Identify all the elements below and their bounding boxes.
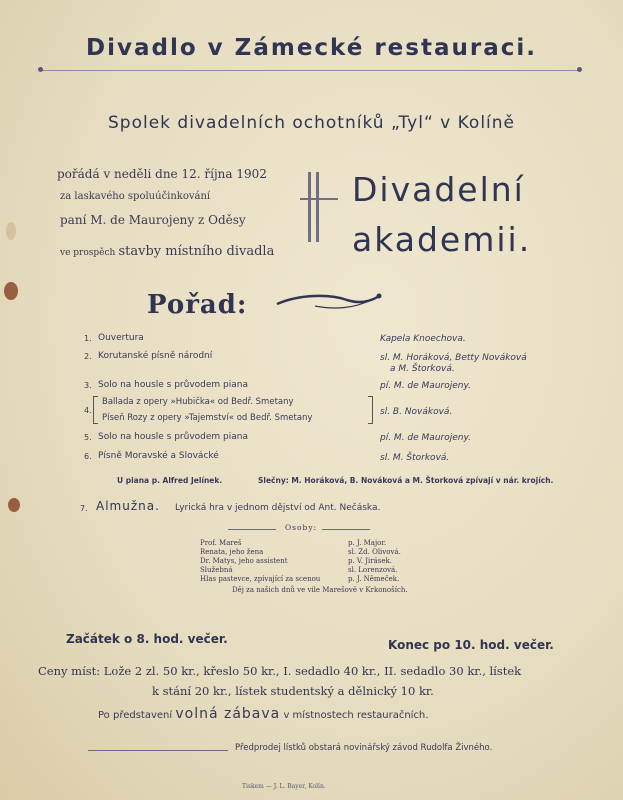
program-item-3-performer: pí. M. de Maurojeny. [380, 381, 471, 391]
presale-note: Předprodej lístků obstará novinářský závod Rudolfa Živného. [235, 743, 493, 753]
after-big: volná zábava [175, 706, 281, 722]
girls-note: Slečny: M. Horáková, B. Nováková a M. Štorková zpívají v nár. krojích. [258, 476, 554, 485]
cast-actor-4: sl. Lorenzová. [348, 566, 398, 574]
program-item-4-brace-left [93, 396, 98, 424]
printer-note: Tiskem — J. L. Bayer, Kolín. [242, 783, 326, 790]
program-item-2-num: 2. [84, 352, 92, 361]
program-item-4-title2: Píseň Rozy z opery »Tajemství« od Bedř. Smetany [102, 413, 313, 423]
program-item-4-brace-right [368, 396, 373, 424]
after-suffix: v místnostech restauračních. [283, 710, 429, 721]
cast-role-3: Dr. Matys, jeho assistent [200, 557, 288, 565]
intro-line4-big: stavby místního divadla [118, 244, 275, 259]
intro-line1: pořádá v neděli dne 12. října 1902 [57, 167, 267, 181]
cast-actor-3: p. V. Jirásek. [348, 557, 392, 565]
program-item-2-performer2: a M. Štorková. [390, 364, 455, 374]
setting-note: Děj za našich dnů ve vile Marešově v Krkonoších. [232, 586, 408, 594]
program-item-5-num: 5. [84, 433, 92, 442]
title-line1: Divadelní [352, 170, 525, 209]
play-desc: Lyrická hra v jednom dějství od Ant. Nečáska. [175, 503, 381, 513]
cast-actor-2: sl. Zd. Olivová. [348, 548, 401, 556]
stain-top [4, 282, 18, 300]
cast-actor-5: p. J. Němeček. [348, 575, 400, 583]
venue-title: Divadlo v Zámecké restauraci. [86, 35, 537, 61]
play-num: 7. [80, 504, 88, 513]
program-item-2-title: Korutanské písně národní [98, 351, 213, 361]
program-heading: Pořad: [147, 290, 248, 320]
cast-rule-left [228, 529, 276, 530]
program-item-3-title: Solo na housle s průvodem piana [98, 380, 248, 390]
after-prefix: Po představení [98, 710, 173, 721]
cast-rule-right [322, 529, 370, 530]
program-item-1-title: Ouvertura [98, 333, 144, 343]
program-item-2-performer: sl. M. Horáková, Betty Nováková [380, 353, 527, 363]
program-item-4-num: 4. [84, 406, 92, 415]
program-item-5-performer: pí. M. de Maurojeny. [380, 433, 471, 443]
venue-rule [40, 70, 580, 71]
society-name: Spolek divadelních ochotníků „Tyl“ v Kolíně [107, 113, 516, 133]
cast-role-4: Služebná [200, 566, 233, 574]
prices-line1: Ceny míst: Lože 2 zl. 50 kr., křeslo 50 kr., I. sedadlo 40 kr., II. sedadlo 30 kr., lístek [38, 664, 522, 678]
intro-line2: za laskavého spoluúčinkování [60, 191, 211, 202]
piano-note: U piana p. Alfred Jelínek. [117, 476, 223, 485]
cast-role-5: Hlas pastevce, zpívající za scenou [200, 575, 321, 583]
cast-heading: Osoby: [285, 523, 318, 532]
program-item-4-performer: sl. B. Nováková. [380, 407, 453, 417]
program-item-6-num: 6. [84, 452, 92, 461]
stain-bottom [8, 498, 20, 512]
stain-faint [6, 222, 16, 240]
intro-line4 [60, 244, 274, 259]
presale-rule [88, 750, 228, 751]
program-item-5-title: Solo na housle s průvodem piana [98, 432, 248, 442]
title-bar-right [316, 172, 319, 242]
cast-role-1: Prof. Mareš [200, 539, 242, 547]
intro-line3: paní M. de Maurojeny z Oděsy [60, 213, 246, 227]
end-time: Konec po 10. hod. večer. [388, 638, 554, 652]
title-line2: akademii. [352, 220, 532, 259]
program-item-1-num: 1. [84, 334, 92, 343]
prices-line2: k stání 20 kr., lístek studentský a dělnický 10 kr. [152, 684, 434, 698]
program-item-6-title: Písně Moravské a Slovácké [98, 451, 219, 461]
title-bar-left [308, 172, 311, 242]
after-show-line [98, 706, 428, 722]
program-item-6-performer: sl. M. Štorková. [380, 453, 450, 463]
cast-actor-1: p. J. Major. [348, 539, 387, 547]
title-bar-cross [300, 198, 338, 200]
program-item-4-title: Ballada z opery »Hubička« od Bedř. Smetany [102, 397, 294, 407]
program-item-1-performer: Kapela Knoechova. [380, 334, 466, 344]
cast-role-2: Renata, jeho žena [200, 548, 264, 556]
start-time: Začátek o 8. hod. večer. [66, 632, 228, 646]
intro-line4-small: ve prospěch [60, 248, 116, 258]
play-title: Almužna. [96, 499, 160, 513]
program-item-3-num: 3. [84, 381, 92, 390]
flourish-ornament [275, 290, 385, 312]
